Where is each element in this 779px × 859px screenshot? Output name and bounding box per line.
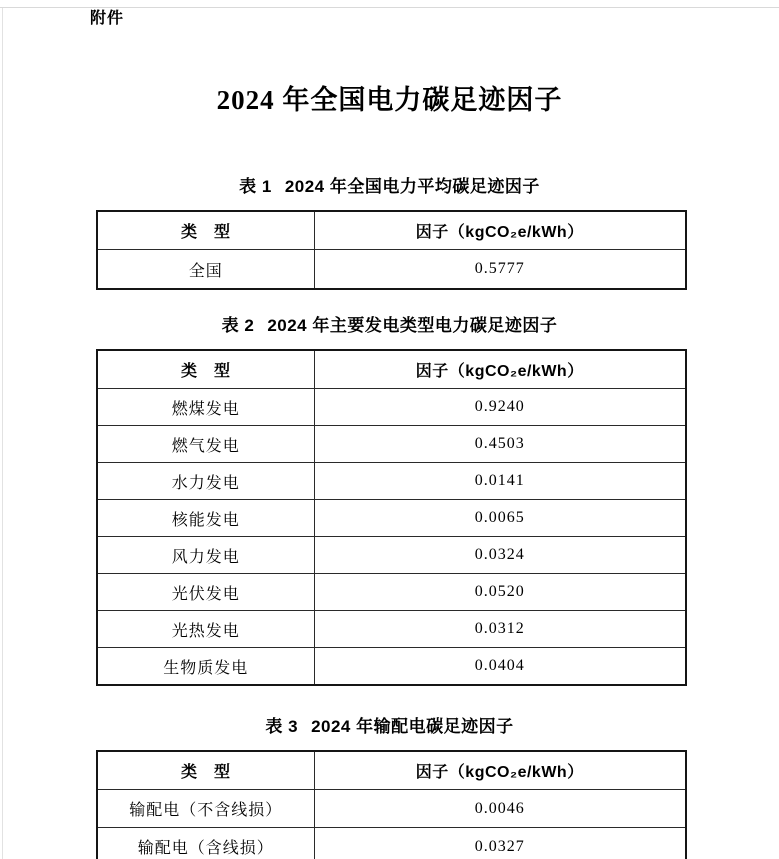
table-national-average (96, 210, 687, 290)
type-cell: 光热发电 (97, 611, 314, 648)
table-header-row (97, 350, 686, 389)
table1-caption-title: 2024 年全国电力平均碳足迹因子 (284, 177, 540, 196)
table1-caption (0, 172, 779, 197)
table-row (97, 648, 686, 686)
table2-caption-title: 2024 年主要发电类型电力碳足迹因子 (267, 316, 558, 335)
page-title: 2024 年全国电力碳足迹因子 (216, 85, 563, 115)
factor-cell: 0.9240 (314, 389, 686, 426)
table-row (97, 426, 686, 463)
type-cell: 燃气发电 (97, 426, 314, 463)
table-header-row (97, 751, 686, 790)
factor-column-header: 因子（kgCO₂e/kWh） (314, 751, 686, 790)
table-row (97, 463, 686, 500)
factor-cell: 0.0324 (314, 537, 686, 574)
factor-cell: 0.5777 (314, 250, 686, 290)
factor-cell: 0.0520 (314, 574, 686, 611)
factor-cell: 0.0046 (314, 790, 686, 828)
table1-caption-label: 表 1 (239, 177, 272, 196)
type-cell: 风力发电 (97, 537, 314, 574)
page-left-border (2, 8, 3, 859)
table-row (97, 537, 686, 574)
attachment-label: 附件 (90, 10, 125, 27)
table-row (97, 250, 686, 290)
table-transmission-distribution (96, 750, 687, 859)
factor-cell: 0.0065 (314, 500, 686, 537)
factor-cell: 0.0141 (314, 463, 686, 500)
table-row (97, 500, 686, 537)
type-cell: 光伏发电 (97, 574, 314, 611)
table-row (97, 828, 686, 859)
table-generation-types (96, 349, 687, 686)
factor-cell: 0.0404 (314, 648, 686, 686)
table3-caption-label: 表 3 (265, 717, 299, 736)
type-cell: 核能发电 (97, 500, 314, 537)
table3-caption-title: 2024 年输配电碳足迹因子 (311, 717, 514, 736)
type-cell: 输配电（不含线损） (97, 790, 314, 828)
factor-cell: 0.0327 (314, 828, 686, 859)
factor-column-header: 因子（kgCO₂e/kWh） (314, 211, 686, 250)
type-column-header: 类 型 (97, 751, 314, 790)
table-row (97, 574, 686, 611)
factor-column-header: 因子（kgCO₂e/kWh） (314, 350, 686, 389)
type-column-header: 类 型 (97, 211, 314, 250)
type-cell: 全国 (97, 250, 314, 290)
table3-caption (0, 712, 779, 737)
factor-cell: 0.0312 (314, 611, 686, 648)
type-cell: 燃煤发电 (97, 389, 314, 426)
table-row (97, 389, 686, 426)
table-row (97, 790, 686, 828)
factor-cell: 0.4503 (314, 426, 686, 463)
type-column-header: 类 型 (97, 350, 314, 389)
type-cell: 生物质发电 (97, 648, 314, 686)
table-row (97, 611, 686, 648)
table2-caption-label: 表 2 (221, 316, 255, 335)
type-cell: 水力发电 (97, 463, 314, 500)
table2-caption (0, 311, 779, 336)
type-cell: 输配电（含线损） (97, 828, 314, 859)
table-header-row (97, 211, 686, 250)
